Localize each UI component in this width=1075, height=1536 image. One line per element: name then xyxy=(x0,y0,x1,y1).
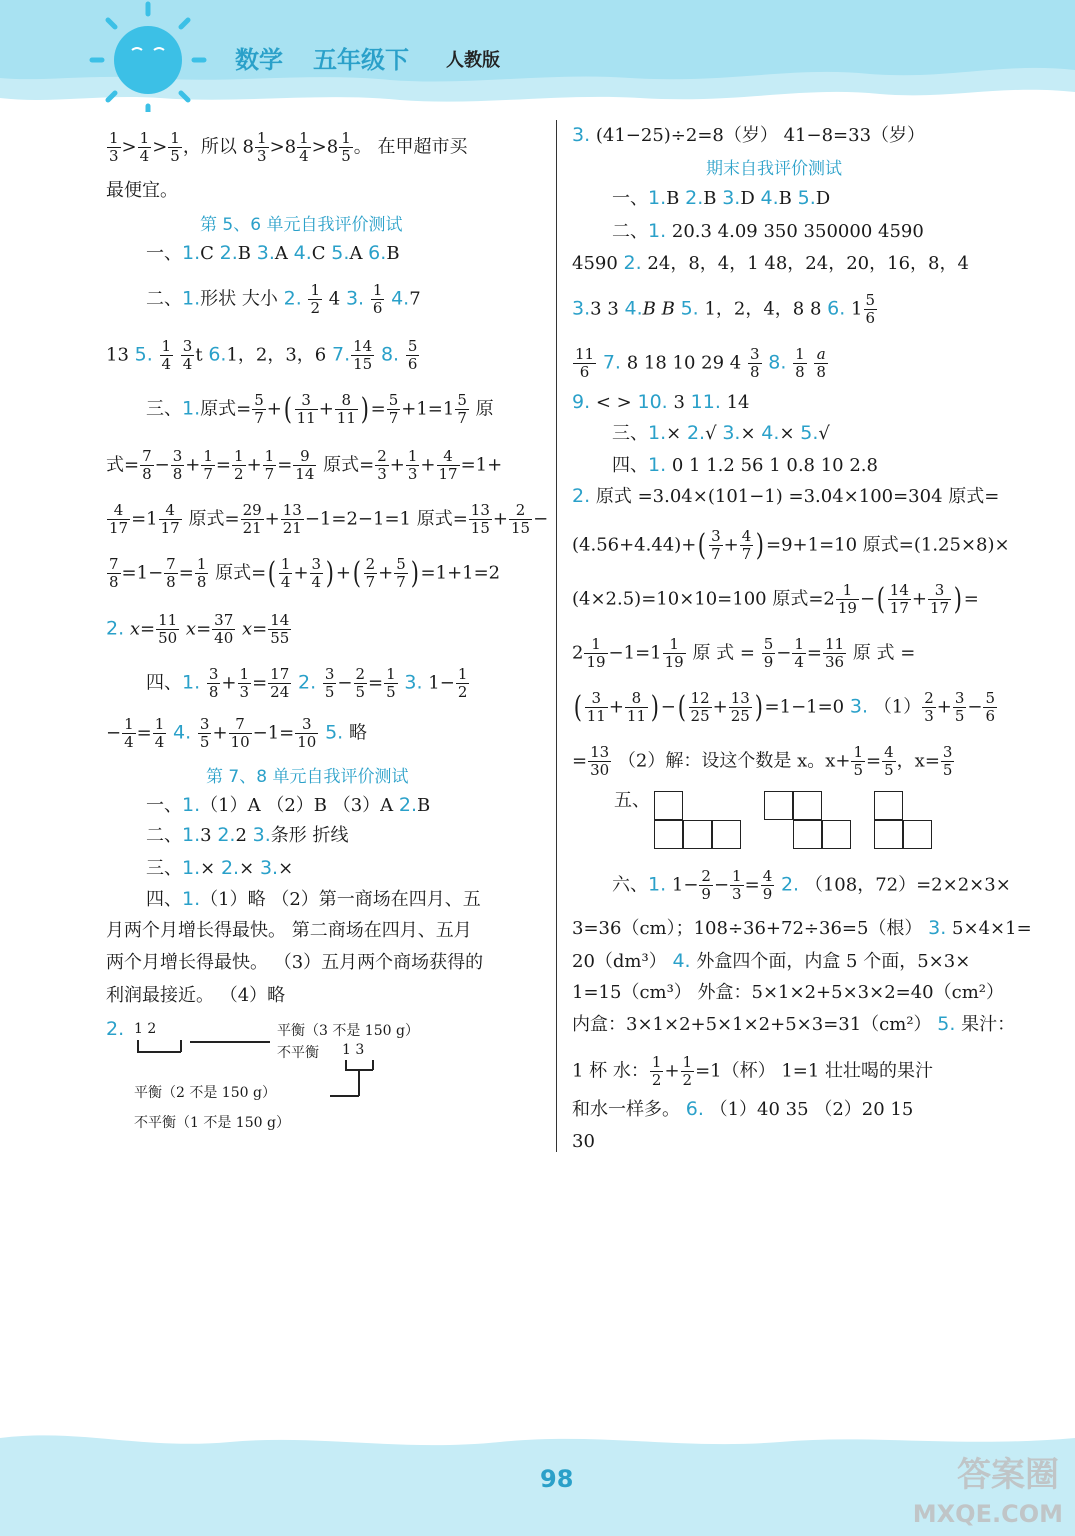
answer-line: $\frac{4}{17}$ =1 $\frac{4}{17}$ 原式= $\frac{29}{21}$ + $\frac{13}{21}$ −1=2−1=1 原式= $\frac{13}{15}$ + $\frac{2}{15}$ − xyxy=(109,501,549,537)
answer-line: 3. (41−25)÷2=8（岁） 41−8=33（岁） xyxy=(572,124,926,146)
diagram-label: 平衡（3 不是 150 g） xyxy=(277,1023,419,1039)
diagram-line xyxy=(358,1070,360,1096)
diagram-label: 1 3 xyxy=(342,1042,365,1058)
answer-line: 1=15（cm³） 外盒：5×1×2+5×3×2=40（cm²） xyxy=(572,982,1004,1003)
header-subject: 数学 xyxy=(235,46,283,74)
answer-line: = $\frac{13}{30}$ （2）解：设这个数是 x。x+ $\frac{1}{5}$ = $\frac{4}{5}$ ，x= $\frac{3}{5}$ xyxy=(572,743,953,779)
answer-line: − $\frac{1}{4}$ = $\frac{1}{4}$ 4. $\frac{3}{5}$ + $\frac{7}{10}$ −1= $\frac{3}{10}$ 5. 略 xyxy=(106,715,367,751)
answer-line: 2. x= $\frac{11}{50}$ x= $\frac{37}{40}$ x= $\frac{14}{55}$ xyxy=(106,611,290,647)
answer-line: 9. < > 10. 3 11. 14 xyxy=(572,391,750,413)
header-grade: 五年级下 xyxy=(313,46,409,74)
watermark-logo: 答案圈 xyxy=(957,1455,1059,1495)
answer-line: 一、1.B 2.B 3.D 4.B 5.D xyxy=(612,187,831,209)
answer-line: 利润最接近。 （4）略 xyxy=(106,985,286,1006)
answer-line: (4.56+4.44)+( $\frac{3}{7}$ + $\frac{4}{7}$ )=9+1=10 原式=(1.25×8)× xyxy=(572,527,1010,563)
diagram-label: 不平衡（1 不是 150 g） xyxy=(134,1115,290,1131)
column-divider xyxy=(556,120,557,1152)
diagram-arrow xyxy=(330,1095,359,1097)
answer-line: 内盒：3×1×2+5×1×2+5×3=31（cm²） 5. 果汁： xyxy=(572,1013,1016,1035)
answer-line: 四、1. $\frac{3}{8}$ + $\frac{1}{3}$ = $\frac{17}{24}$ 2. $\frac{3}{5}$ − $\frac{2}{5}$ = $\frac{1}{5}$ 3. 1− $\frac{1}{2}$ xyxy=(146,665,468,701)
diagram-line xyxy=(372,1060,374,1070)
answer-line: 3=36（cm）；108÷36+72÷36=5（根） 3. 5×4×1= xyxy=(572,917,1032,939)
answer-line: 和水一样多。 6. （1）40 35 （2）20 15 xyxy=(572,1098,914,1120)
diagram-line xyxy=(180,1040,182,1052)
watermark-url: MXQE.COM xyxy=(912,1500,1063,1528)
answer-line: $\frac{11}{6}$ 7. 8 18 10 29 4 $\frac{3}{8}$ 8. $\frac{1}{8}$ $\frac{a}{8}$ xyxy=(575,345,826,381)
answer-number: 2. xyxy=(106,1018,125,1040)
answer-line: 2 $\frac{1}{19}$ −1=1 $\frac{1}{19}$ 原 式 = $\frac{5}{9}$ − $\frac{1}{4}$ = $\frac{11}{36}$ 原 式 = xyxy=(572,635,916,671)
answer-line: $\frac{1}{3}$ > $\frac{1}{4}$ > $\frac{1}{5}$ ，所以 8 $\frac{1}{3}$ >8 $\frac{1}{4}$ >8 $\frac{1}{5}$ 。 在甲超市买 xyxy=(109,129,468,165)
answer-line: 一、1.C 2.B 3.A 4.C 5.A 6.B xyxy=(146,242,400,264)
answer-line: 四、1. 0 1 1.2 56 1 0.8 10 2.8 xyxy=(612,454,878,476)
answer-line: 最便宜。 xyxy=(106,180,178,201)
answer-line: 二、1. 20.3 4.09 350 350000 4590 xyxy=(612,220,924,242)
answer-line: 3.3 3 4.B B 5. 1，2，4，8 8 6. 1 $\frac{5}{6}$ xyxy=(572,291,876,327)
diagram-label: 1 2 xyxy=(134,1021,157,1037)
answer-line: 月两个月增长得最快。 第二商场在四月、五月 xyxy=(106,920,472,941)
section-title-unit56: 第 5、6 单元自我评价测试 xyxy=(200,215,403,235)
header-banner xyxy=(0,0,1075,112)
answer-line: 13 5. $\frac{1}{4}$ $\frac{3}{4}$ t 6.1，2，3，6 7. $\frac{14}{15}$ 8. $\frac{5}{6}$ xyxy=(106,337,418,373)
diagram-line xyxy=(137,1051,181,1053)
section-title-unit78: 第 7、8 单元自我评价测试 xyxy=(206,767,409,787)
answer-line: 六、1. 1− $\frac{2}{9}$ − $\frac{1}{3}$ = $\frac{4}{9}$ 2. （108，72）=2×2×3× xyxy=(612,867,1011,903)
answer-line: 30 xyxy=(572,1131,595,1152)
answer-line: 20（dm³） 4. 外盒四个面，内盒 5 个面，5×3× xyxy=(572,950,971,972)
answer-line: 二、1.3 2.2 3.条形 折线 xyxy=(146,824,349,846)
header-edition: 人教版 xyxy=(446,50,500,71)
answer-line: 三、1.× 2.× 3.× xyxy=(146,857,294,879)
answer-line: $\frac{7}{8}$ =1− $\frac{7}{8}$ = $\frac{1}{8}$ 原式=( $\frac{1}{4}$ + $\frac{3}{4}$ )+( $\frac{2}{7}$ + $\frac{5}{7}$ )=1+1=2 xyxy=(109,555,501,591)
page-number: 98 xyxy=(540,1465,574,1493)
answer-line: ( $\frac{3}{11}$ + $\frac{8}{11}$ )−( $\frac{12}{25}$ + $\frac{13}{25}$ )=1−1=0 3. （1） $\frac{2}{3}$ + $\frac{3}{5}$ − $\frac{5}{6}$ xyxy=(573,689,996,725)
answer-line: 1 杯 水： $\frac{1}{2}$ + $\frac{1}{2}$ =1（杯） 1=1 壮壮喝的果汁 xyxy=(572,1053,934,1089)
answer-line: 一、1.（1）A （2）B （3）A 2.B xyxy=(146,794,431,816)
section-title-final: 期末自我评价测试 xyxy=(706,159,842,179)
answer-line: 三、1.原式= $\frac{5}{7}$ +( $\frac{3}{11}$ + $\frac{8}{11}$ )= $\frac{5}{7}$ +1=1 $\frac{5}{7}$ 原 xyxy=(146,391,494,427)
diagram-label: 不平衡 xyxy=(277,1045,319,1061)
answer-line: 两个月增长得最快。 （3）五月两个商场获得的 xyxy=(106,952,484,973)
answer-line: 4590 2. 24，8，4，1 48，24，20，16，8，4 xyxy=(572,252,969,274)
diagram-label: 平衡（2 不是 150 g） xyxy=(134,1085,276,1101)
answer-line: 二、1.形状 大小 2. $\frac{1}{2}$ 4 3. $\frac{1}{6}$ 4.7 xyxy=(146,281,421,317)
answer-line: (4×2.5)=10×10=100 原式=2 $\frac{1}{19}$ −( $\frac{14}{17}$ + $\frac{3}{17}$ )= xyxy=(572,581,979,617)
answer-line: 式= $\frac{7}{8}$ − $\frac{3}{8}$ + $\frac{1}{7}$ = $\frac{1}{2}$ + $\frac{1}{7}$ = $\frac{9}{14}$ 原式= $\frac{2}{3}$ + $\frac{1}{3}$ + $\frac{4}{17}$ =1+ xyxy=(106,447,503,483)
answer-line: 三、1.× 2.√ 3.× 4.× 5.√ xyxy=(612,422,830,444)
answer-line: 2. 原式 =3.04×(101−1) =3.04×100=304 原式= xyxy=(572,485,1000,507)
answer-line: 四、1.（1）略 （2）第一商场在四月、五 xyxy=(146,888,481,910)
diagram-arrow xyxy=(190,1041,270,1043)
answer-line: 五、 xyxy=(614,790,650,811)
